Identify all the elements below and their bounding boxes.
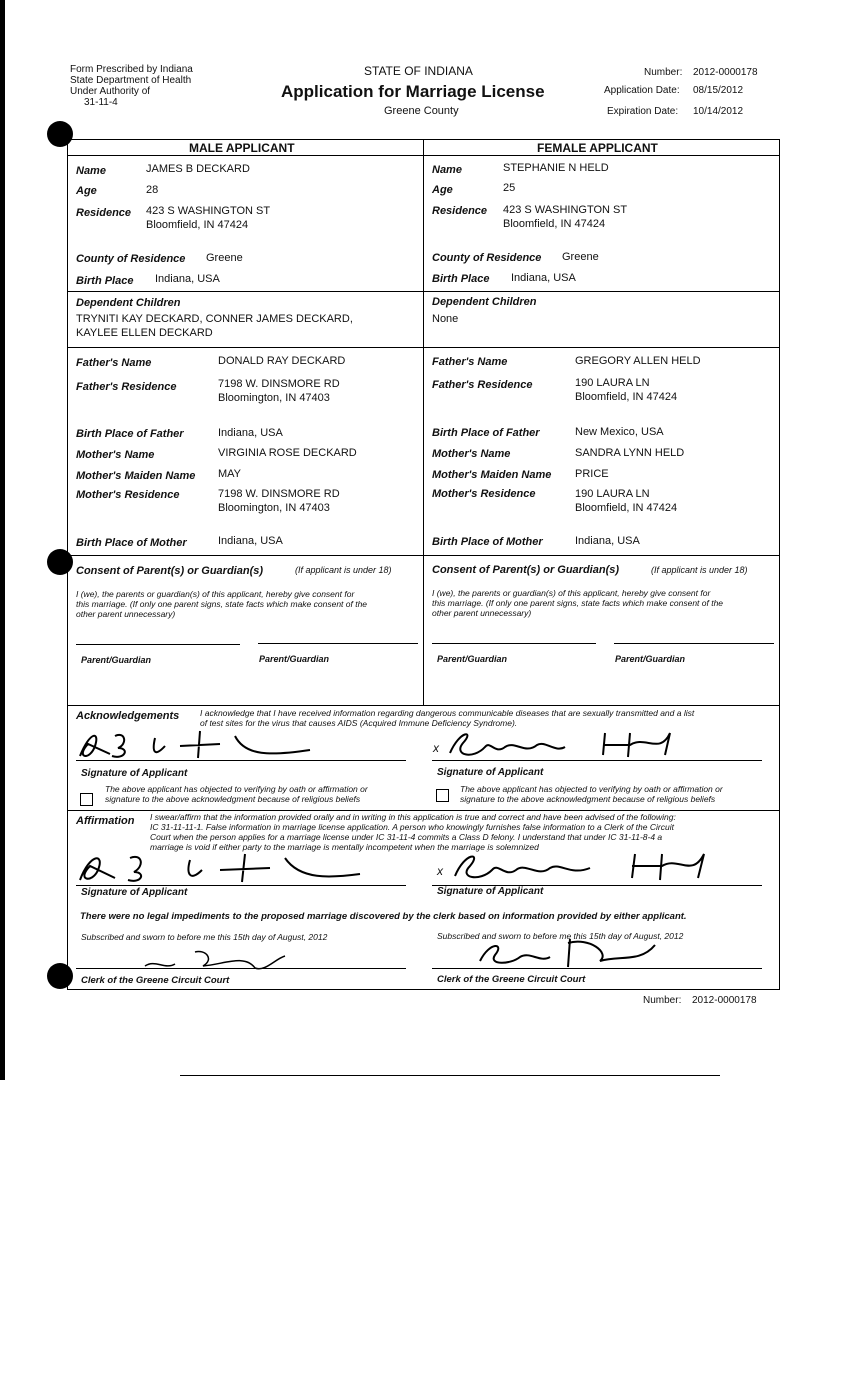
male-father-name-label: Father's Name: [76, 357, 152, 369]
female-mother-maiden: PRICE: [575, 468, 609, 480]
impediments-text: There were no legal impediments to the proposed marriage discovered by the clerk based on information provided by either applicant.: [80, 911, 687, 922]
male-objection-text-2: signature to the above acknowledgment because of religious beliefs: [105, 794, 361, 804]
male-father-res-label: Father's Residence: [76, 381, 177, 393]
female-guardian-line-1: [432, 643, 596, 644]
female-subscribed-text: Subscribed and sworn to before me this 15th day of August, 2012: [437, 931, 684, 941]
female-guardian-line-2: [614, 643, 774, 644]
male-affirm-sig-label: Signature of Applicant: [81, 887, 188, 898]
male-father-name: DONALD RAY DECKARD: [218, 355, 346, 367]
female-mother-maiden-label: Mother's Maiden Name: [432, 469, 552, 481]
female-clerk-label: Clerk of the Greene Circuit Court: [437, 974, 586, 985]
male-religious-checkbox[interactable]: [80, 793, 93, 806]
female-dependent-line-1: None: [432, 313, 459, 325]
male-name-label: Name: [76, 165, 106, 177]
male-guardian-line-1: [76, 644, 240, 645]
male-dependent-line-1: TRYNITI KAY DECKARD, CONNER JAMES DECKARD,: [76, 313, 353, 325]
female-clerk-line: [432, 968, 762, 969]
affirmation-text-1: I swear/affirm that the information provided orally and in writing in this application is true and correct and have been advised of the following:: [150, 812, 676, 822]
male-birth: Indiana, USA: [155, 273, 220, 285]
male-consent-title: Consent of Parent(s) or Guardian(s): [76, 565, 264, 577]
male-objection-text: [105, 784, 368, 804]
female-consent-text-3: other parent unnecessary): [432, 608, 532, 618]
app-date-value: 08/15/2012: [693, 85, 744, 96]
female-birth-label: Birth Place: [432, 273, 490, 285]
female-objection-text: [460, 784, 723, 804]
divider-affirmation: [67, 810, 780, 811]
state-title: STATE OF INDIANA: [364, 64, 473, 78]
heading-underline: [67, 155, 780, 156]
app-date-label: Application Date:: [604, 85, 680, 96]
divider-dependents: [67, 291, 780, 292]
affirmation-title: Affirmation: [76, 815, 135, 827]
male-guardian-line-2: [258, 643, 418, 644]
county-title: Greene County: [384, 105, 459, 117]
male-mother-res-line-2: Bloomington, IN 47403: [218, 502, 330, 514]
center-divider: [423, 139, 424, 705]
affirmation-text-4: marriage is void if either party to the marriage is mentally incompetent when the marriage is solemnized: [150, 842, 539, 852]
female-consent-text: [432, 588, 723, 618]
male-consent-text-1: I (we), the parents or guardian(s) of this applicant, hereby give consent for: [76, 589, 355, 599]
male-ack-sig-label: Signature of Applicant: [81, 768, 188, 779]
female-consent-text-2: this marriage. (If only one parent signs, state facts which make consent of the: [432, 598, 724, 608]
male-mother-name: VIRGINIA ROSE DECKARD: [218, 447, 357, 459]
male-consent-text-3: other parent unnecessary): [76, 609, 176, 619]
male-county: Greene: [206, 252, 243, 264]
female-guardian-label-1: Parent/Guardian: [437, 654, 508, 664]
footer-number-value: 2012-0000178: [692, 995, 757, 1006]
female-ack-signature: [445, 725, 695, 765]
female-affirm-sig-label: Signature of Applicant: [437, 886, 544, 897]
female-heading: FEMALE APPLICANT: [537, 141, 658, 155]
male-ack-sig-line: [76, 760, 406, 761]
prescribed-block: [70, 64, 193, 108]
male-mother-maiden-label: Mother's Maiden Name: [76, 470, 196, 482]
female-objection-text-2: signature to the above acknowledgment because of religious beliefs: [460, 794, 716, 804]
female-county: Greene: [562, 251, 599, 263]
bottom-rule: [180, 1075, 720, 1076]
female-mother-birth: Indiana, USA: [575, 535, 640, 547]
female-dependent-label: Dependent Children: [432, 296, 537, 308]
female-father-birth-label: Birth Place of Father: [432, 427, 540, 439]
female-mother-name-label: Mother's Name: [432, 448, 511, 460]
male-mother-res-label: Mother's Residence: [76, 489, 180, 501]
female-county-label: County of Residence: [432, 252, 542, 264]
prescribed-line-2: State Department of Health: [70, 75, 192, 86]
prescribed-line-1: Form Prescribed by Indiana: [70, 64, 193, 75]
female-religious-checkbox[interactable]: [436, 789, 449, 802]
female-ack-sig-line: [432, 760, 762, 761]
female-residence-line-1: 423 S WASHINGTON ST: [503, 204, 628, 216]
prescribed-line-4: 31-11-4: [84, 97, 118, 108]
female-objection-text-1: The above applicant has objected to verifying by oath or affirmation or: [460, 784, 723, 794]
female-mother-res-label: Mother's Residence: [432, 488, 536, 500]
female-consent-title: Consent of Parent(s) or Guardian(s): [432, 564, 620, 576]
form-title: Application for Marriage License: [281, 82, 545, 101]
male-father-res-line-1: 7198 W. DINSMORE RD: [218, 378, 340, 390]
female-clerk-signature: [470, 933, 670, 973]
female-age-label: Age: [432, 184, 453, 196]
male-affirm-signature: [70, 848, 370, 888]
male-father-birth: Indiana, USA: [218, 427, 283, 439]
male-objection-text-1: The above applicant has objected to verifying by oath or affirmation or: [105, 784, 368, 794]
male-residence-line-1: 423 S WASHINGTON ST: [146, 205, 271, 217]
female-ack-sig-label: Signature of Applicant: [437, 767, 544, 778]
footer-number-label: Number:: [643, 995, 682, 1006]
male-county-label: County of Residence: [76, 253, 186, 265]
male-mother-birth: Indiana, USA: [218, 535, 283, 547]
female-father-birth: New Mexico, USA: [575, 426, 664, 438]
affirmation-text-3: Court when the person applies for a marriage license under IC 31-11-4 commits a Class D felony. I understand that under IC 31-11-8-4 a: [150, 832, 663, 842]
female-consent-text-1: I (we), the parents or guardian(s) of this applicant, hereby give consent for: [432, 588, 711, 598]
male-consent-text: [76, 589, 367, 619]
header-number-label: Number:: [644, 67, 683, 78]
male-mother-name-label: Mother's Name: [76, 449, 155, 461]
header-number-value: 2012-0000178: [693, 67, 758, 78]
male-dependent-label: Dependent Children: [76, 297, 181, 309]
male-clerk-label: Clerk of the Greene Circuit Court: [81, 975, 230, 986]
female-birth: Indiana, USA: [511, 272, 576, 284]
female-residence-label: Residence: [432, 205, 488, 217]
female-consent-note: (If applicant is under 18): [651, 565, 748, 575]
female-father-name-label: Father's Name: [432, 356, 508, 368]
female-father-res-line-1: 190 LAURA LN: [575, 377, 650, 389]
scan-edge: [0, 0, 5, 1080]
ack-text-1: I acknowledge that I have received information regarding dangerous communicable diseases that are sexually transmitted and a list: [200, 708, 695, 718]
divider-consent: [67, 555, 780, 556]
female-mother-res-line-1: 190 LAURA LN: [575, 488, 650, 500]
exp-date-value: 10/14/2012: [693, 106, 744, 117]
male-guardian-label-1: Parent/Guardian: [81, 655, 152, 665]
male-dependent-line-2: KAYLEE ELLEN DECKARD: [76, 327, 213, 339]
female-name-label: Name: [432, 164, 462, 176]
male-father-birth-label: Birth Place of Father: [76, 428, 184, 440]
female-father-res-line-2: Bloomfield, IN 47424: [575, 391, 678, 403]
female-mother-name: SANDRA LYNN HELD: [575, 447, 685, 459]
female-father-name: GREGORY ALLEN HELD: [575, 355, 701, 367]
male-guardian-label-2: Parent/Guardian: [259, 654, 330, 664]
female-residence-line-2: Bloomfield, IN 47424: [503, 218, 606, 230]
female-guardian-label-2: Parent/Guardian: [615, 654, 686, 664]
male-father-res-line-2: Bloomington, IN 47403: [218, 392, 330, 404]
male-consent-note: (If applicant is under 18): [295, 565, 392, 575]
male-subscribed-text: Subscribed and sworn to before me this 15th day of August, 2012: [81, 932, 328, 942]
female-age: 25: [503, 182, 516, 194]
male-clerk-signature: [135, 944, 295, 974]
male-clerk-line: [76, 968, 406, 969]
divider-ack: [67, 705, 780, 706]
male-affirm-sig-line: [76, 885, 406, 886]
female-affirm-signature: [450, 846, 720, 886]
male-age-label: Age: [76, 185, 97, 197]
divider-parents: [67, 347, 780, 348]
male-residence-line-2: Bloomfield, IN 47424: [146, 219, 249, 231]
female-mother-birth-label: Birth Place of Mother: [432, 536, 543, 548]
male-birth-label: Birth Place: [76, 275, 134, 287]
ack-text-2: of test sites for the virus that causes AIDS (Acquired Immune Deficiency Syndrome).: [200, 718, 518, 728]
exp-date-label: Expiration Date:: [607, 106, 679, 117]
prescribed-line-3: Under Authority of: [70, 86, 151, 97]
female-affirm-x-mark: x: [437, 864, 443, 878]
female-father-res-label: Father's Residence: [432, 379, 533, 391]
male-mother-birth-label: Birth Place of Mother: [76, 537, 187, 549]
male-mother-maiden: MAY: [218, 468, 242, 480]
male-mother-res-line-1: 7198 W. DINSMORE RD: [218, 488, 340, 500]
female-name: STEPHANIE N HELD: [503, 162, 609, 174]
male-consent-text-2: this marriage. (If only one parent signs, state facts which make consent of the: [76, 599, 368, 609]
male-residence-label: Residence: [76, 207, 132, 219]
female-ack-x-mark: x: [433, 741, 439, 755]
female-mother-res-line-2: Bloomfield, IN 47424: [575, 502, 678, 514]
ack-title: Acknowledgements: [76, 710, 180, 722]
male-name: JAMES B DECKARD: [146, 163, 250, 175]
male-age: 28: [146, 184, 159, 196]
affirmation-text-2: IC 31-11-11-1. False information in marriage license application. A person who knowingly furnishes false information to a Clerk of the Circuit: [150, 822, 674, 832]
male-heading: MALE APPLICANT: [189, 141, 295, 155]
